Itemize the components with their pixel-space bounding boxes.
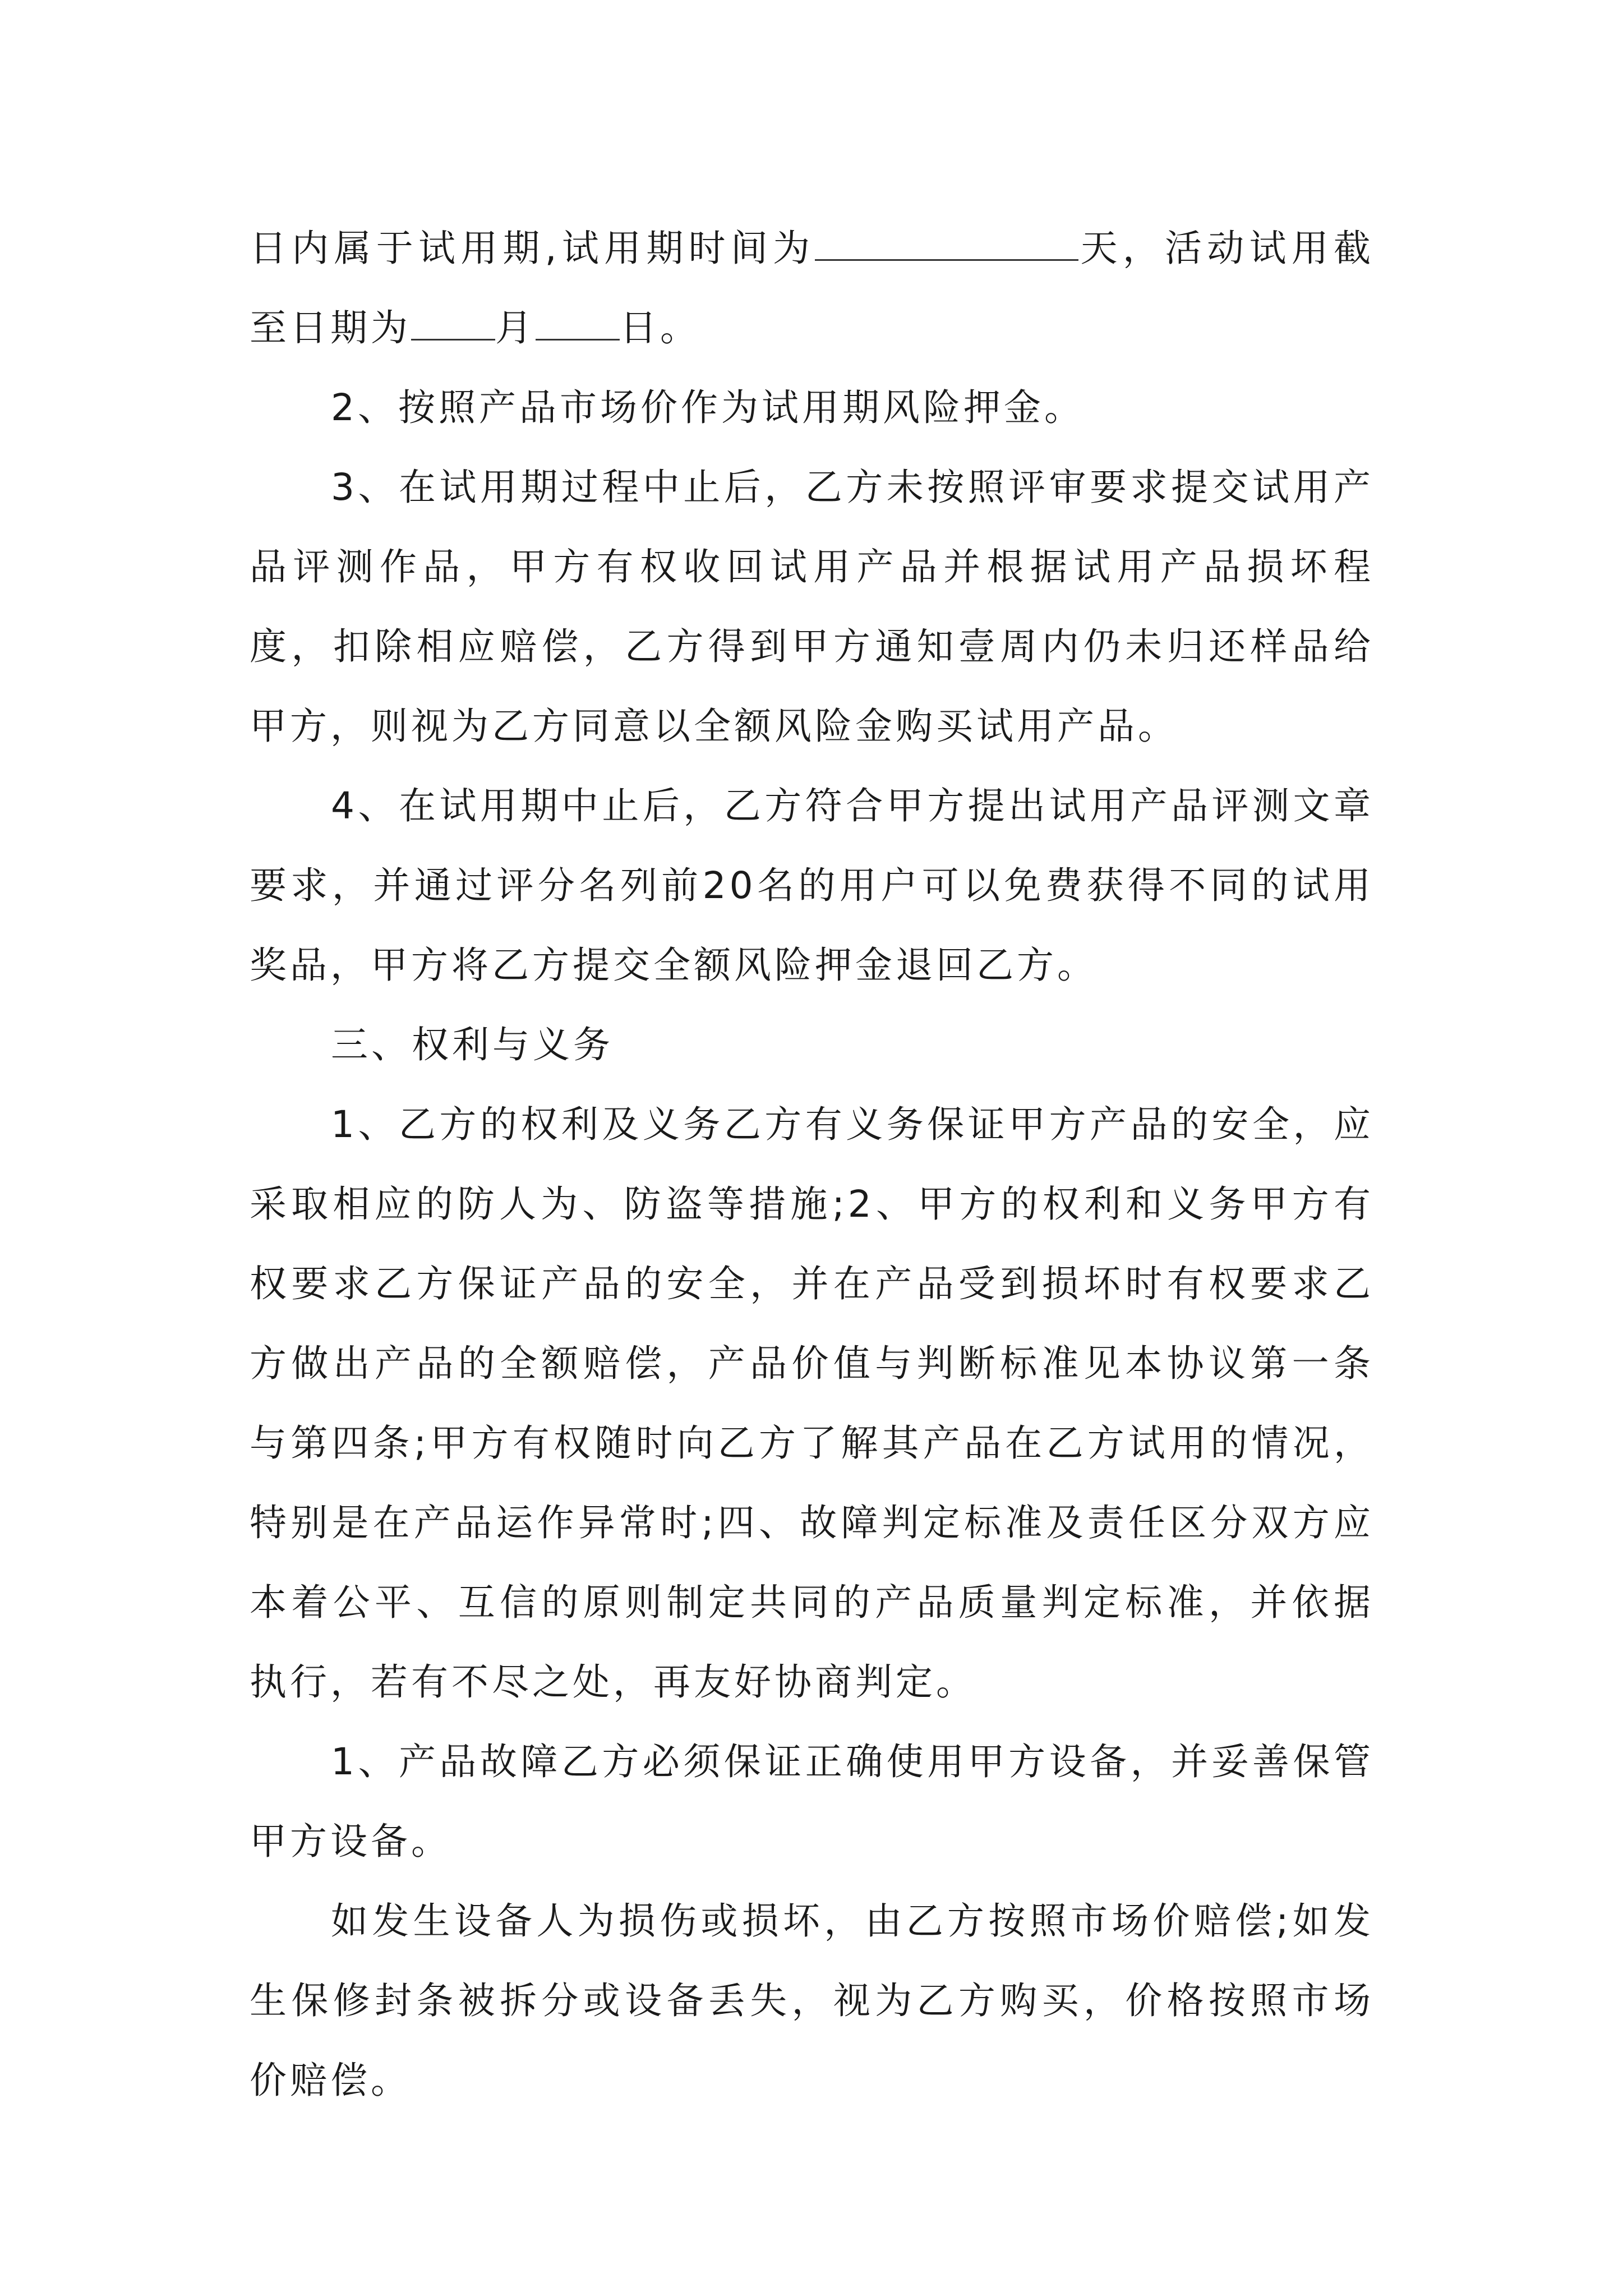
paragraph-fault: 1、产品故障乙方必须保证正确使用甲方设备，并妥善保管甲方设备。 — [250, 1740, 1374, 1863]
paragraph-trial-period — [250, 209, 1374, 368]
day-label: 日。 — [620, 306, 700, 349]
paragraph-damage-compensation: 如发生设备人为损伤或损坏，由乙方按照市场价赔偿;如发生保修封条被拆分或设备丢失，视为乙方购买，价格按照市场价赔偿。 — [250, 1899, 1374, 2102]
trial-end-text: 天，活动试用截至日期为 — [250, 227, 1374, 349]
trial-period-text: 日内属于试用期,试用期时间为 — [250, 227, 815, 270]
month-blank — [411, 309, 495, 341]
day-blank — [536, 309, 620, 341]
section-heading-rights: 三、权利与义务 — [331, 1023, 614, 1066]
trial-days-blank — [815, 229, 1078, 261]
paragraph-deposit: 2、按照产品市场价作为试用期风险押金。 — [331, 386, 1085, 429]
document-body — [250, 209, 1374, 2120]
paragraph-reward: 4、在试用期中止后，乙方符合甲方提出试用产品评测文章要求，并通过评分名列前20名的用户可以免费获得不同的试用奖品，甲方将乙方提交全额风险押金退回乙方。 — [250, 784, 1374, 987]
paragraph-rights-obligations: 1、乙方的权利及义务乙方有义务保证甲方产品的安全，应采取相应的防人为、防盗等措施;2、甲方的权利和义务甲方有权要求乙方保证产品的安全，并在产品受到损坏时有权要求乙方做出产品的全额赔偿，产品价值与判断标准见本协议第一条与第四条;甲方有权随时向乙方了解其产品在乙方试用的情况，特别是在产品运作异常时;四、故障判定标准及责任区分双方应本着公平、互信的原则制定共同的产品质量判定标准，并依据执行，若有不尽之处，再友好协商判定。 — [250, 1103, 1374, 1704]
month-label: 月 — [495, 306, 536, 349]
paragraph-review-requirement: 3、在试用期过程中止后，乙方未按照评审要求提交试用产品评测作品，甲方有权收回试用产品并根据试用产品损坏程度，扣除相应赔偿，乙方得到甲方通知壹周内仍未归还样品给甲方，则视为乙方同意以全额风险金购买试用产品。 — [250, 466, 1374, 748]
